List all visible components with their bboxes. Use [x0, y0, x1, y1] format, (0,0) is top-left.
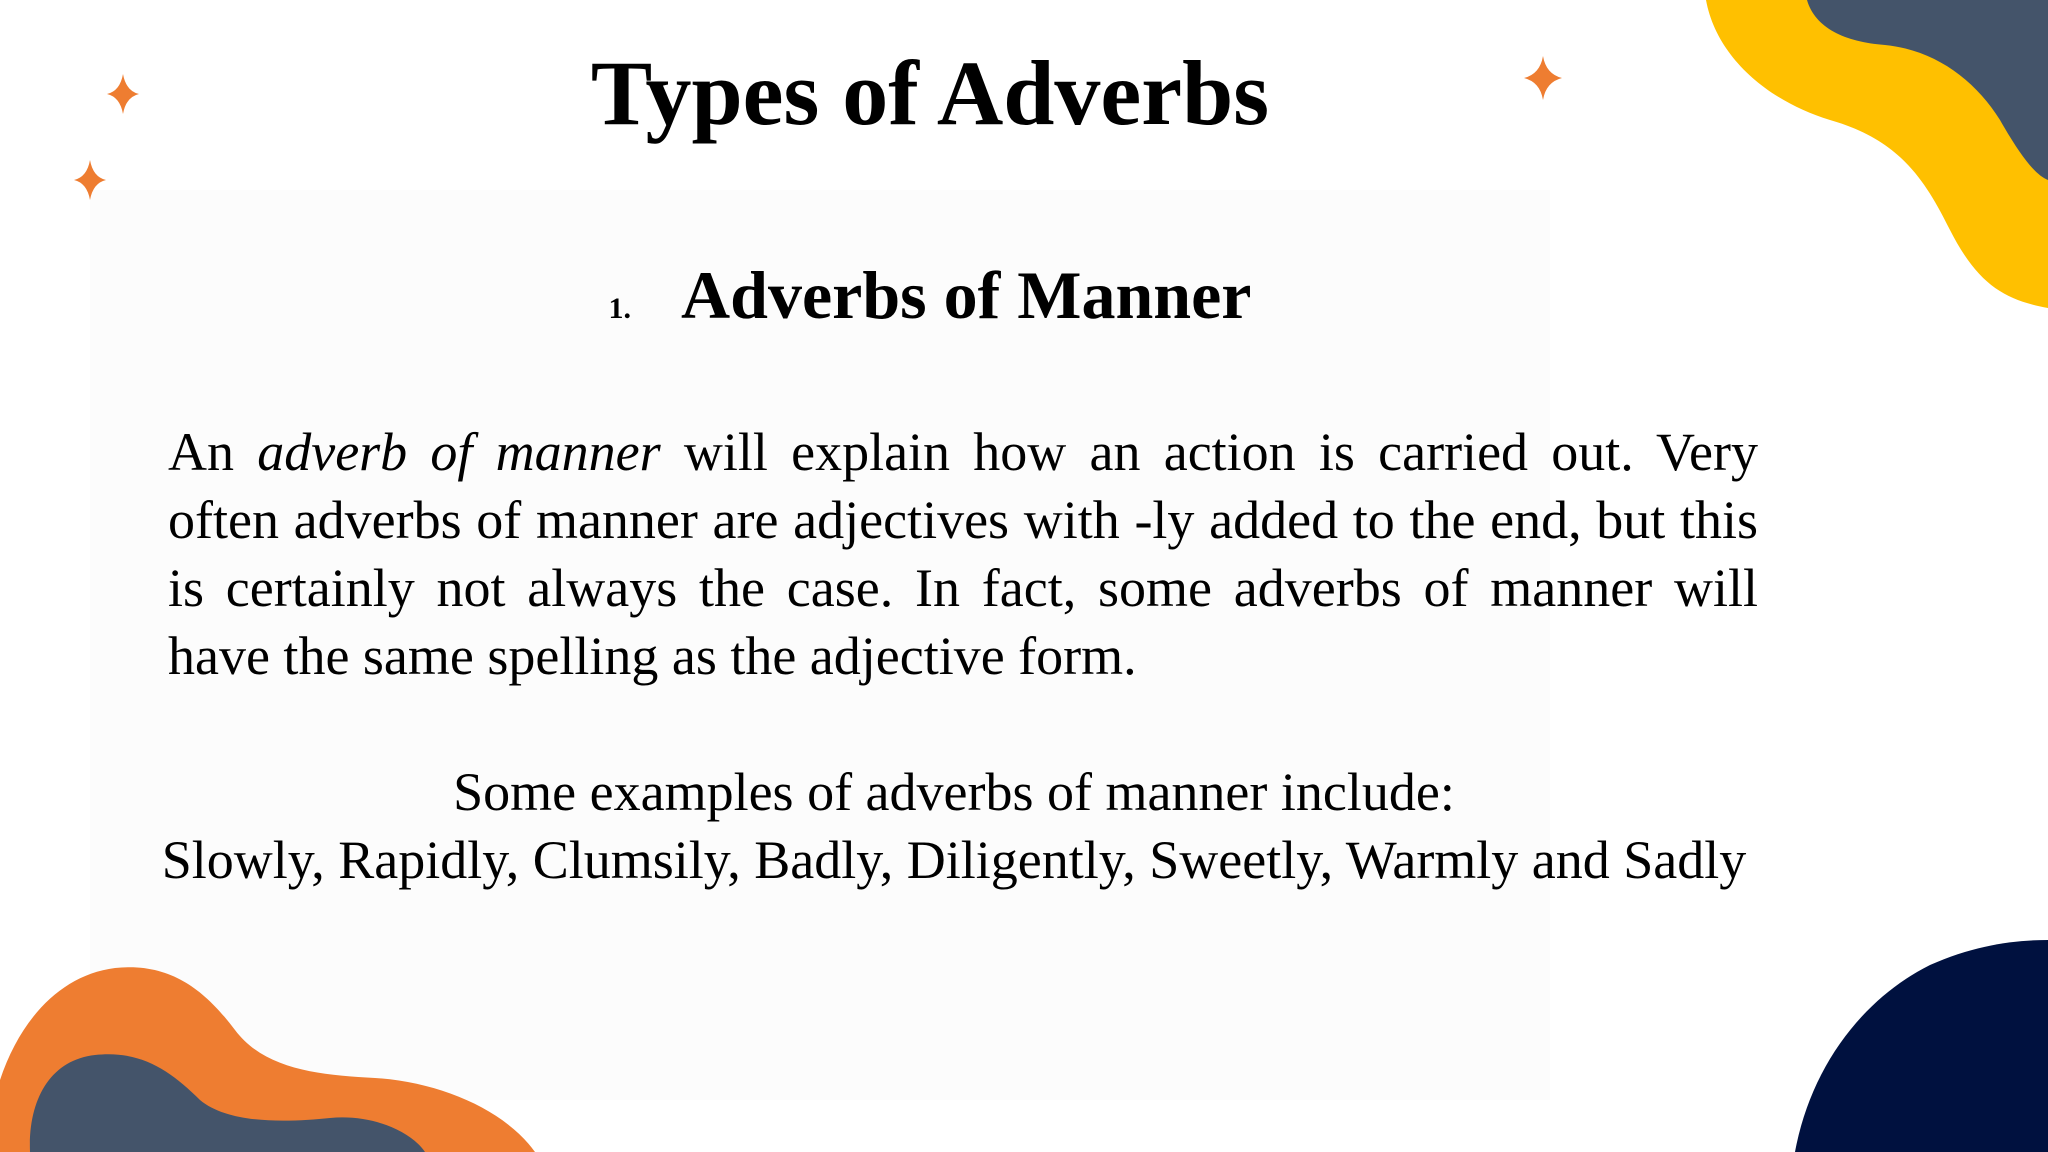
section-heading-row: [0, 255, 1860, 349]
section-number: 1.: [608, 292, 632, 325]
examples-block: [150, 758, 1758, 894]
paragraph-italic-term: adverb of manner: [257, 422, 661, 482]
sparkle-icon: [74, 160, 106, 200]
examples-intro: Some examples of adverbs of manner include:: [453, 762, 1455, 822]
body-paragraph: [168, 418, 1758, 690]
paragraph-rest: will explain how an action is carried out. Very often adverbs of manner are adjectives with -ly added to the end, but this is certainly not always the case. In fact, some adverbs of manner will have the same spelling as the adjective form.: [168, 422, 1758, 686]
section-heading: Adverbs of Manner: [681, 257, 1252, 333]
examples-list: Slowly, Rapidly, Clumsily, Badly, Diligently, Sweetly, Warmly and Sadly: [161, 830, 1747, 890]
bottom-right-navy-shape: [1795, 940, 2048, 1152]
slide-title: Types of Adverbs: [590, 42, 1270, 144]
paragraph-intro: An: [168, 422, 258, 482]
